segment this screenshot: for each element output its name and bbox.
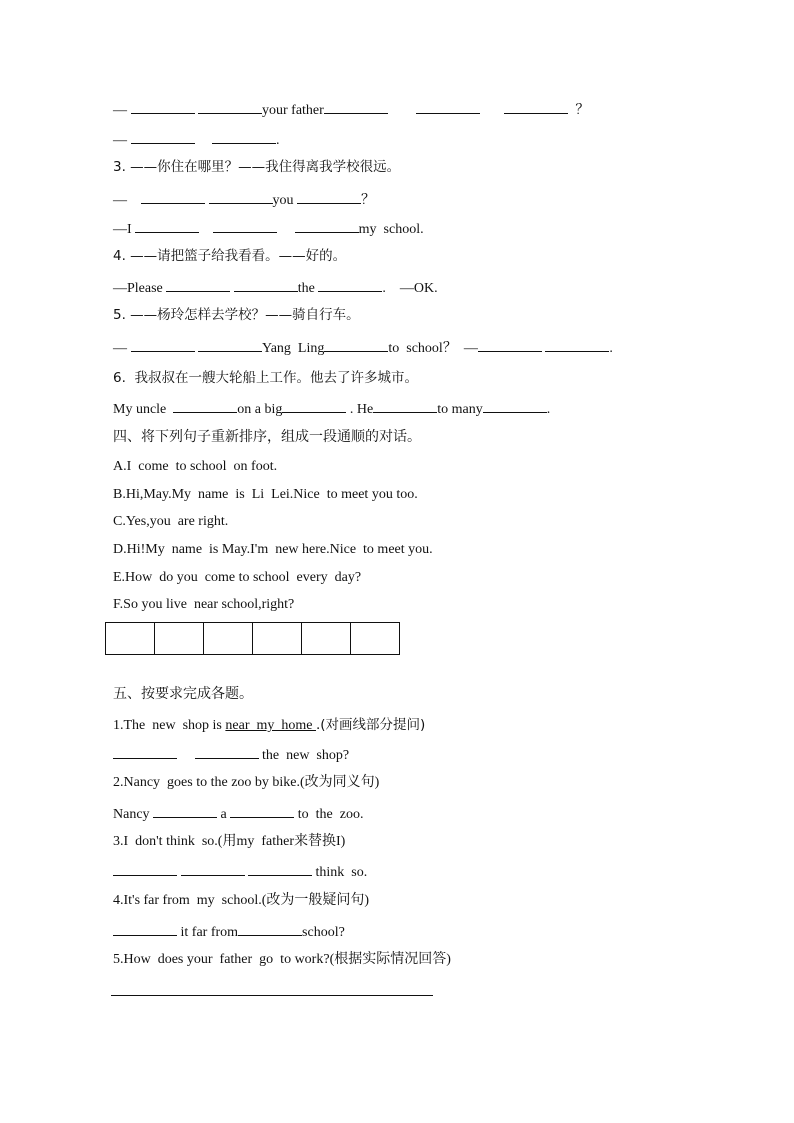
text-fragment: —OK. (399, 281, 438, 296)
s5-q4-answer (113, 922, 345, 940)
dash: — (463, 341, 478, 356)
q5-chinese: 5. ——杨玲怎样去学校？——骑自行车。 (113, 307, 360, 323)
answer-blank[interactable] (483, 399, 547, 413)
question-mark: ？ (442, 341, 457, 356)
answer-blank[interactable] (195, 745, 259, 759)
s5-q4: 4.It's far from my school.(改为一般疑问句) (113, 893, 370, 908)
s5-q1-answer (113, 745, 349, 763)
q4-english (113, 278, 438, 296)
underlined-phrase: near my home (225, 718, 316, 733)
text-fragment: to school (388, 341, 443, 356)
q4-chinese: 4. ——请把篮子给我看看。——好的。 (113, 248, 347, 264)
answer-blank[interactable] (295, 219, 359, 233)
text-fragment: my school. (358, 222, 424, 237)
option-b: B.Hi,May.My name is Li Lei.Nice to meet you too. (113, 487, 418, 502)
text-fragment: the new shop? (258, 748, 350, 763)
answer-blank[interactable] (324, 338, 388, 352)
answer-blank[interactable] (141, 190, 205, 204)
option-f: F.So you live near school,right? (113, 597, 295, 612)
text-fragment: Yang Ling (262, 341, 325, 356)
text-fragment: your father (262, 103, 324, 118)
option-d: D.Hi!My name is May.I'm new here.Nice to meet you. (113, 542, 433, 557)
section-5-heading: 五、按要求完成各题。 (113, 686, 253, 702)
text-fragment: —Please (113, 281, 163, 296)
answer-box[interactable] (302, 622, 351, 655)
s5-q2-answer (113, 804, 363, 822)
section-4-heading: 四、将下列句子重新排序，组成一段通顺的对话。 (113, 429, 421, 445)
s5-q5: 5.How does your father go to work?(根据实际情况回答) (113, 952, 451, 967)
option-c: C.Yes,you are right. (113, 514, 229, 529)
s5-q3-answer (113, 862, 367, 880)
answer-blank[interactable] (113, 862, 177, 876)
answer-blank[interactable] (213, 219, 277, 233)
q2-english-line-1 (113, 100, 589, 118)
answer-blank[interactable] (198, 100, 262, 114)
answer-box[interactable] (351, 622, 400, 655)
answer-blank[interactable] (113, 745, 177, 759)
answer-blank[interactable] (198, 338, 262, 352)
answer-blank[interactable] (324, 100, 388, 114)
answer-blank[interactable] (248, 862, 312, 876)
text-fragment: . He (349, 402, 374, 417)
answer-blank[interactable] (153, 804, 217, 818)
answer-blank[interactable] (545, 338, 609, 352)
answer-blank[interactable] (212, 130, 276, 144)
answer-blank[interactable] (238, 922, 302, 936)
text-fragment: —I (113, 222, 132, 237)
q3-english-line-2 (113, 219, 424, 237)
instruction: .(对画线部分提问) (315, 717, 426, 733)
option-e: E.How do you come to school every day? (113, 570, 362, 585)
answer-blank[interactable] (209, 190, 273, 204)
s5-q1 (113, 716, 425, 734)
text-fragment: school? (302, 925, 345, 940)
q6-english (113, 399, 550, 417)
answer-box[interactable] (106, 622, 155, 655)
dash: — (113, 193, 127, 208)
q3-chinese: 3. ——你住在哪里？——我住得离我学校很远。 (113, 159, 401, 175)
text-fragment: it far from (177, 925, 239, 940)
q3-english-line-1 (113, 190, 375, 208)
period: . (609, 341, 613, 356)
answer-blank[interactable] (230, 804, 294, 818)
text-fragment: to the zoo. (294, 807, 364, 822)
dash: — (113, 133, 127, 148)
answer-blank[interactable] (282, 399, 346, 413)
answer-blank[interactable] (181, 862, 245, 876)
text-fragment: on a big (237, 402, 283, 417)
dash: — (113, 103, 127, 118)
text-fragment: the (297, 281, 315, 296)
period: . (276, 133, 280, 148)
text-fragment: 1.The new shop is (113, 718, 226, 733)
answer-blank[interactable] (173, 399, 237, 413)
answer-blank[interactable] (166, 278, 230, 292)
answer-blank[interactable] (234, 278, 298, 292)
answer-blank[interactable] (135, 219, 199, 233)
answer-blank[interactable] (297, 190, 361, 204)
q6-chinese: 6. 我叔叔在一艘大轮船上工作。他去了许多城市。 (113, 370, 418, 386)
answer-blank[interactable] (318, 278, 382, 292)
s5-q3: 3.I don't think so.(用my father来替换I) (113, 834, 346, 849)
answer-blank[interactable] (504, 100, 568, 114)
text-fragment: a (217, 807, 231, 822)
text-fragment: Nancy (113, 807, 154, 822)
q2-english-line-2 (113, 130, 280, 148)
q5-english (113, 338, 613, 356)
period: . (382, 281, 386, 296)
answer-box[interactable] (253, 622, 302, 655)
text-fragment: think so. (312, 865, 368, 880)
answer-blank[interactable] (478, 338, 542, 352)
text-fragment: My uncle (113, 402, 167, 417)
answer-line[interactable] (111, 995, 433, 996)
answer-blank[interactable] (113, 922, 177, 936)
answer-blank[interactable] (131, 100, 195, 114)
text-fragment: to many (437, 402, 483, 417)
question-mark: ？ (575, 103, 590, 118)
answer-blank[interactable] (131, 338, 195, 352)
s5-q2: 2.Nancy goes to the zoo by bike.(改为同义句) (113, 775, 380, 790)
period: . (546, 402, 551, 417)
answer-box[interactable] (204, 622, 253, 655)
text-fragment: you (272, 193, 294, 208)
answer-order-grid (105, 622, 400, 655)
answer-blank[interactable] (131, 130, 195, 144)
answer-blank[interactable] (416, 100, 480, 114)
answer-blank[interactable] (373, 399, 437, 413)
answer-box[interactable] (155, 622, 204, 655)
option-a: A.I come to school on foot. (113, 459, 278, 474)
question-mark: ？ (361, 193, 375, 208)
dash: — (113, 341, 127, 356)
